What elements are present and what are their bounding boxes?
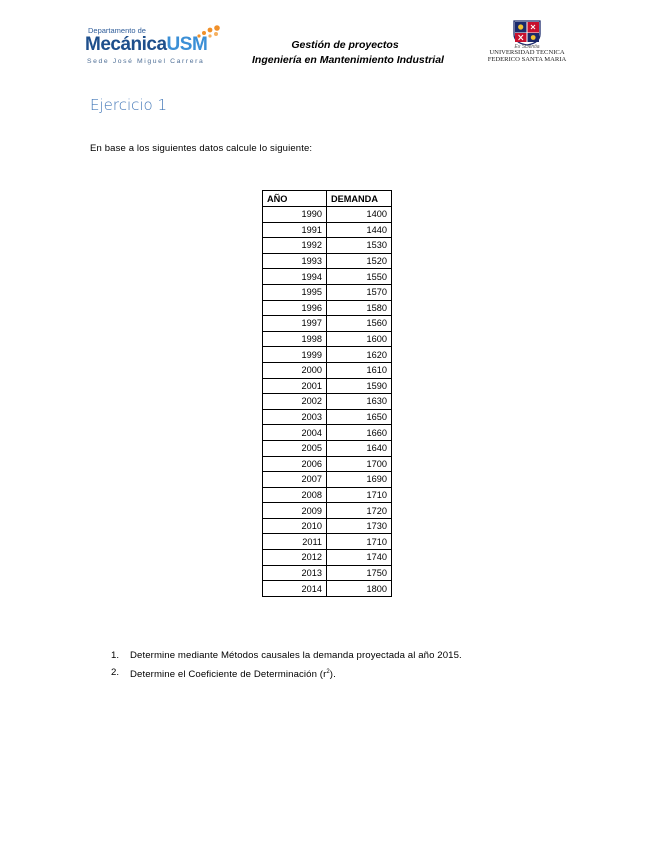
cell-demand: 1580	[327, 300, 392, 316]
demand-table	[262, 190, 392, 597]
cell-demand: 1700	[327, 456, 392, 472]
table-row	[263, 300, 392, 316]
table-row	[263, 331, 392, 347]
cell-year: 2012	[263, 550, 327, 566]
logo-dept-text: Departamento de	[88, 26, 146, 35]
cell-year: 1995	[263, 284, 327, 300]
table-header-row	[263, 191, 392, 207]
table-row	[263, 362, 392, 378]
header-year: AÑO	[263, 191, 327, 207]
cell-demand: 1530	[327, 238, 392, 254]
utfsm-logo	[482, 20, 572, 66]
header-line1: Gestión de proyectos	[291, 39, 399, 51]
intro-text: En base a los siguientes datos calcule lo siguiente:	[90, 143, 313, 154]
cell-year: 1991	[263, 222, 327, 238]
cell-demand: 1690	[327, 472, 392, 488]
cell-year: 1994	[263, 269, 327, 285]
table-row	[263, 409, 392, 425]
superscript-exponent: 2	[326, 669, 330, 675]
cell-demand: 1660	[327, 425, 392, 441]
cell-year: 2007	[263, 472, 327, 488]
mecanica-usm-logo	[85, 24, 210, 68]
logo-mecanica: Mecánica	[85, 34, 167, 55]
question-list	[108, 647, 462, 681]
cell-demand: 1610	[327, 362, 392, 378]
table-row	[263, 394, 392, 410]
table-row	[263, 534, 392, 550]
question-text: Determine mediante Métodos causales la demanda proyectada al año 2015.	[130, 650, 462, 661]
cell-demand: 1630	[327, 394, 392, 410]
table-row	[263, 456, 392, 472]
cell-demand: 1550	[327, 269, 392, 285]
cell-demand: 1590	[327, 378, 392, 394]
cell-demand: 1600	[327, 331, 392, 347]
cell-demand: 1620	[327, 347, 392, 363]
university-name-line2: FEDERICO SANTA MARIA	[487, 56, 567, 64]
cell-year: 2011	[263, 534, 327, 550]
exercise-title: Ejercicio 1	[90, 96, 168, 114]
cell-demand: 1720	[327, 503, 392, 519]
cell-year: 1990	[263, 207, 327, 223]
header-demand: DEMANDA	[327, 191, 392, 207]
logo-main-text	[85, 34, 207, 56]
cell-year: 2008	[263, 487, 327, 503]
header-line2: Ingeniería en Mantenimiento Industrial	[252, 54, 444, 66]
cell-demand: 1740	[327, 550, 392, 566]
table-row	[263, 565, 392, 581]
crest-motto: Ex Scientia	[514, 44, 540, 50]
table-row	[263, 347, 392, 363]
cell-demand: 1640	[327, 440, 392, 456]
table-row	[263, 581, 392, 597]
cell-demand: 1800	[327, 581, 392, 597]
question-text	[130, 669, 336, 680]
question-number: 1.	[111, 650, 120, 661]
cell-demand: 1730	[327, 518, 392, 534]
table-row	[263, 550, 392, 566]
cell-year: 2001	[263, 378, 327, 394]
cell-demand: 1570	[327, 284, 392, 300]
cell-year: 2004	[263, 425, 327, 441]
university-crest-icon	[512, 20, 542, 46]
cell-year: 1997	[263, 316, 327, 332]
cell-demand: 1710	[327, 534, 392, 550]
header-title	[220, 38, 470, 68]
table-row	[263, 316, 392, 332]
table-body	[263, 207, 392, 597]
cell-year: 1992	[263, 238, 327, 254]
logo-usm: USM	[166, 34, 208, 55]
cell-year: 1998	[263, 331, 327, 347]
question-text-before: Determine el Coeficiente de Determinación (r	[130, 669, 327, 681]
table-row	[263, 253, 392, 269]
table-row	[263, 222, 392, 238]
question-number: 2.	[111, 667, 120, 678]
university-name	[482, 49, 572, 64]
cell-year: 1993	[263, 253, 327, 269]
cell-year: 1999	[263, 347, 327, 363]
university-name-line1: UNIVERSIDAD TECNICA	[489, 49, 565, 56]
cell-demand: 1440	[327, 222, 392, 238]
question-item	[108, 647, 462, 664]
table-row	[263, 284, 392, 300]
table-row	[263, 425, 392, 441]
table-row	[263, 440, 392, 456]
cell-demand: 1400	[327, 207, 392, 223]
cell-year: 2009	[263, 503, 327, 519]
table-row	[263, 503, 392, 519]
question-text-after: ).	[329, 669, 336, 681]
cell-year: 2006	[263, 456, 327, 472]
cell-demand: 1560	[327, 316, 392, 332]
cell-year: 2002	[263, 394, 327, 410]
table-row	[263, 269, 392, 285]
cell-year: 2005	[263, 440, 327, 456]
cell-year: 2014	[263, 581, 327, 597]
table-row	[263, 518, 392, 534]
table-row	[263, 472, 392, 488]
logo-sede-text: Sede José Miguel Carrera	[87, 58, 205, 65]
question-item	[108, 664, 462, 681]
cell-year: 2003	[263, 409, 327, 425]
table-row	[263, 487, 392, 503]
cell-demand: 1750	[327, 565, 392, 581]
table-row	[263, 207, 392, 223]
cell-year: 2010	[263, 518, 327, 534]
cell-demand: 1520	[327, 253, 392, 269]
table-row	[263, 378, 392, 394]
cell-year: 2013	[263, 565, 327, 581]
cell-demand: 1650	[327, 409, 392, 425]
cell-year: 2000	[263, 362, 327, 378]
cell-year: 1996	[263, 300, 327, 316]
table-row	[263, 238, 392, 254]
cell-demand: 1710	[327, 487, 392, 503]
